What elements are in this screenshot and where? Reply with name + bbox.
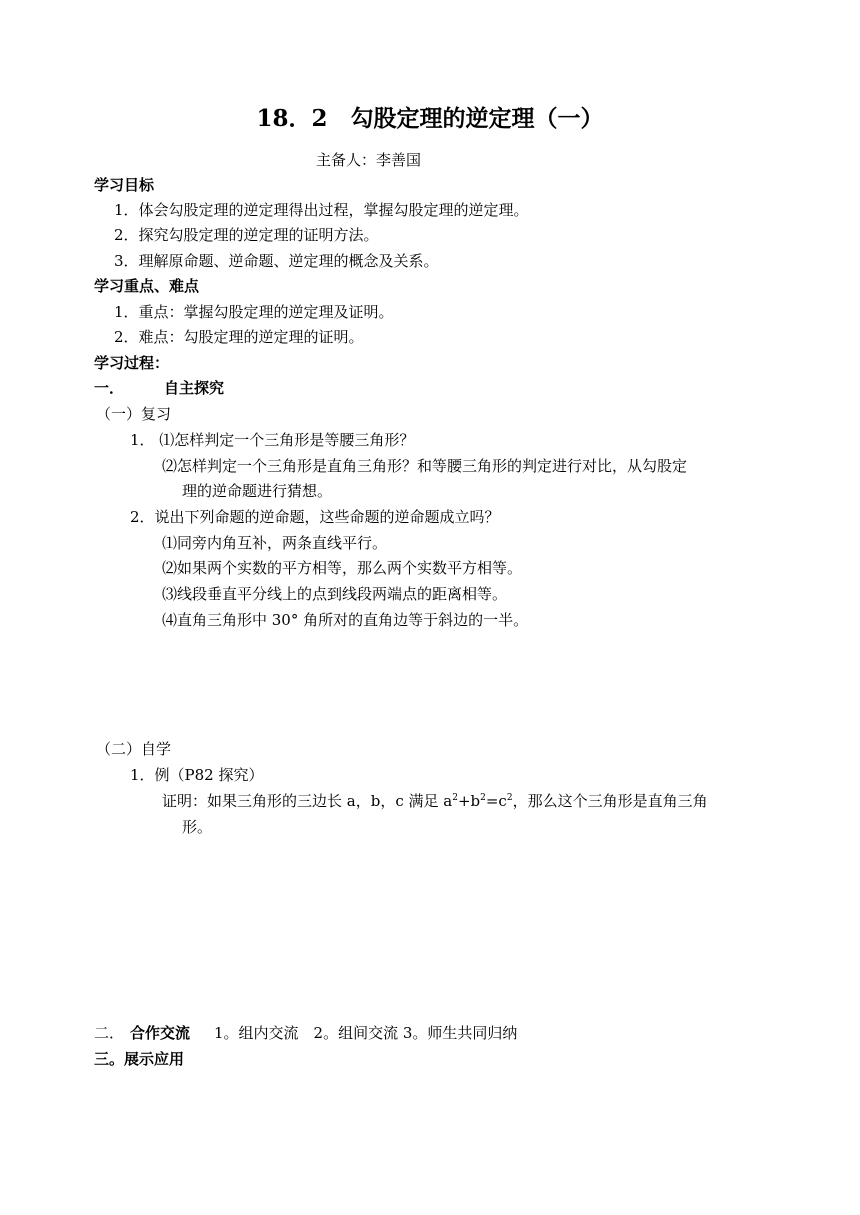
part3-title: 三。展示应用 — [94, 1050, 185, 1068]
part1-title: 自主探究 — [164, 379, 225, 397]
part2-number: 二． — [94, 1024, 125, 1042]
proof-statement — [162, 791, 708, 811]
review-q2-item: ⑶线段垂直平分线上的点到线段两端点的距离相等。 — [162, 585, 508, 603]
keypoint-item: 2．难点：勾股定理的逆定理的证明。 — [114, 328, 364, 346]
exponent: 2 — [452, 793, 458, 803]
keypoints-heading: 学习重点、难点 — [94, 277, 200, 295]
keypoint-item: 1．重点：掌握勾股定理的逆定理及证明。 — [114, 303, 394, 321]
page-title: 18．2 勾股定理的逆定理（一） — [256, 105, 604, 132]
goal-item: 3．理解原命题、逆命题、逆定理的概念及关系。 — [114, 252, 439, 270]
proof-statement-cont: 形。 — [182, 818, 213, 836]
proof-prefix: 证明：如果三角形的三边长 a，b，c 满足 a — [162, 792, 453, 810]
goal-item: 2．探究勾股定理的逆定理的证明方法。 — [114, 226, 379, 244]
selfstudy-heading: （二）自学 — [96, 740, 172, 758]
review-q1a: 1． ⑴怎样判定一个三角形是等腰三角形？ — [130, 431, 415, 449]
goals-heading: 学习目标 — [94, 176, 155, 194]
review-q2-item: ⑷直角三角形中 30° 角所对的直角边等于斜边的一半。 — [162, 611, 529, 629]
review-heading: （一）复习 — [96, 405, 172, 423]
review-q1b: ⑵怎样判定一个三角形是直角三角形？和等腰三角形的判定进行对比，从勾股定 — [162, 457, 688, 475]
review-q2: 2．说出下列命题的逆命题，这些命题的逆命题成立吗？ — [130, 508, 500, 526]
part2-title: 合作交流 — [130, 1024, 191, 1042]
exponent: 2 — [480, 793, 486, 803]
exponent: 2 — [506, 793, 513, 803]
proof-suffix: ，那么这个三角形是直角三角 — [512, 792, 708, 810]
review-q2-item: ⑵如果两个实数的平方相等，那么两个实数平方相等。 — [162, 559, 523, 577]
goal-item: 1．体会勾股定理的逆定理得出过程，掌握勾股定理的逆定理。 — [114, 201, 529, 219]
review-q2-item: ⑴同旁内角互补，两条直线平行。 — [162, 534, 388, 552]
part2-text: 1。组内交流 2。组间交流 3。师生共同归纳 — [214, 1024, 518, 1042]
proof-mid: =c — [485, 792, 507, 810]
proof-mid: +b — [457, 792, 481, 810]
selfstudy-example: 1．例（P82 探究） — [130, 766, 264, 784]
part1-number: 一． — [94, 379, 125, 397]
author-line: 主备人：李善国 — [316, 151, 422, 169]
process-heading: 学习过程： — [94, 354, 170, 372]
review-q1b-cont: 理的逆命题进行猜想。 — [182, 482, 333, 500]
